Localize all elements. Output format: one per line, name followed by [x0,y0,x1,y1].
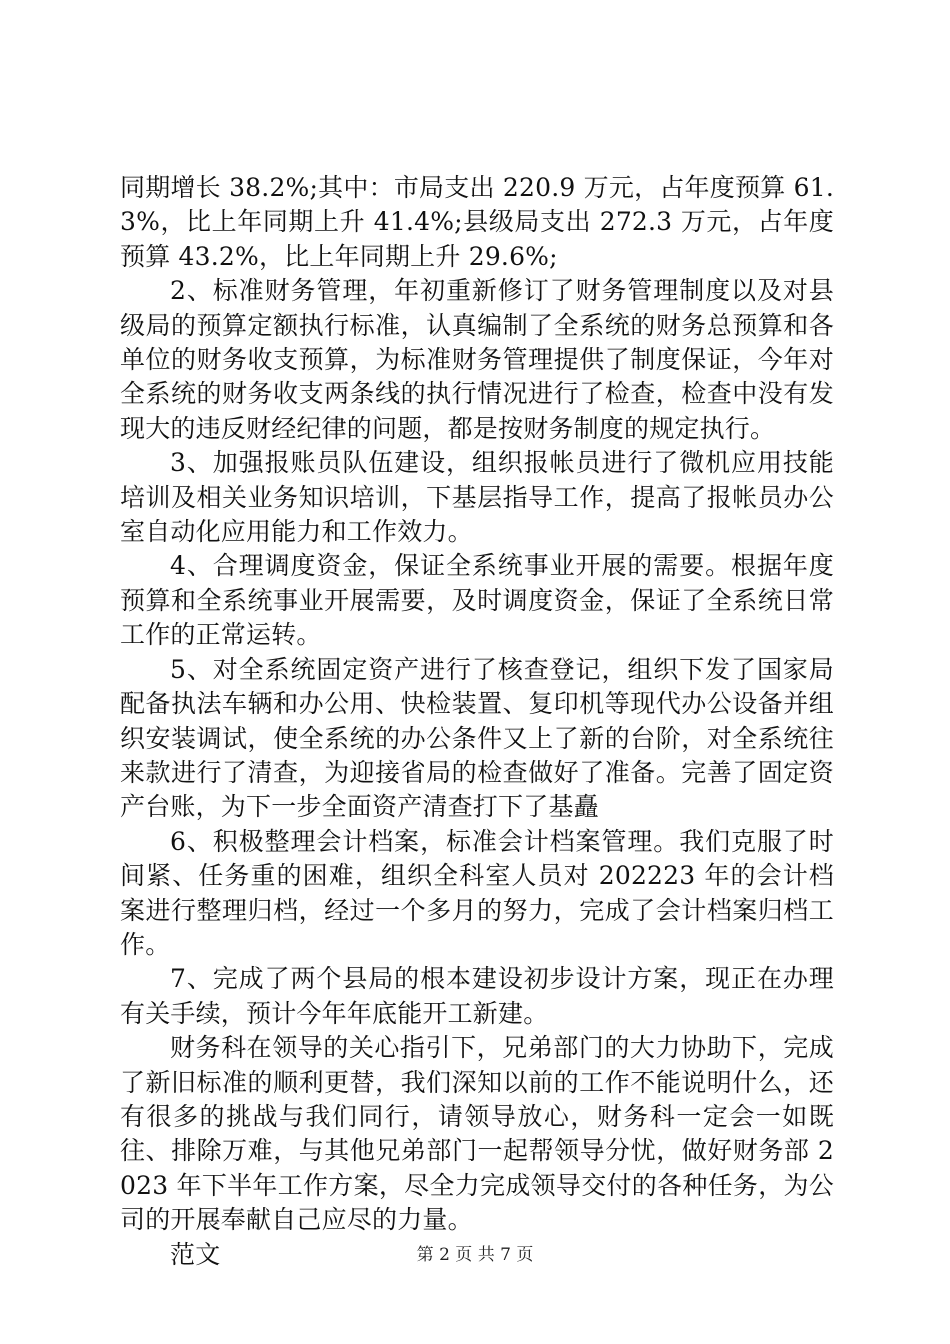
page-footer: 第 2 页 共 7 页 [416,1245,534,1265]
paragraph-fanwen: 范文 [170,1239,221,1269]
paragraph-closing: 财务科在领导的关心指引下，兄弟部门的大力协助下，完成了新旧标准的顺利更替，我们深知以前的工作不能说明什么，还有很多的挑战与我们同行，请领导放心，财务科一定会一如既往、排除万难，与其他兄弟部门一起帮领导分忧，做好财务部 2023 年下半年工作方案，尽全力完成领导交付的各种任务，为公司的开展奉献自己应尽的力量。 [120,1033,834,1235]
paragraph-item-3: 3、加强报账员队伍建设，组织报帐员进行了微机应用技能培训及相关业务知识培训，下基层指导工作，提高了报帐员办公室自动化应用能力和工作效力。 [120,448,834,547]
paragraph-item-6: 6、积极整理会计档案，标准会计档案管理。我们克服了时间紧、任务重的困难，组织全科室人员对 202223 年的会计档案进行整理归档，经过一个多月的努力，完成了会计档案归档工作。 [120,826,834,959]
paragraph-continuation: 同期增长 38.2%;其中：市局支出 220.9 万元，占年度预算 61.3%，比上年同期上升 41.4%;县级局支出 272.3 万元，占年度预算 43.2%，比上年同期上升 29.6%; [120,173,834,271]
paragraph-item-7: 7、完成了两个县局的根本建设初步设计方案，现正在办理有关手续，预计今年年底能开工新建。 [120,964,834,1028]
paragraph-item-4: 4、合理调度资金，保证全系统事业开展的需要。根据年度预算和全系统事业开展需要，及时调度资金，保证了全系统日常工作的正常运转。 [120,551,834,650]
paragraph-item-2: 2、标准财务管理，年初重新修订了财务管理制度以及对县级局的预算定额执行标准，认真编制了全系统的财务总预算和各单位的财务收支预算，为标准财务管理提供了制度保证，今年对全系统的财务收支两条线的执行情况进行了检查，检查中没有发现大的违反财经纪律的问题，都是按财务制度的规定执行。 [120,276,834,443]
document-body [120,171,834,1272]
paragraph-item-5: 5、对全系统固定资产进行了核查登记，组织下发了国家局配备执法车辆和办公用、快检装置、复印机等现代办公设备并组织安装调试，使全系统的办公条件又上了新的台阶，对全系统往来款进行了清查，为迎接省局的检查做好了准备。完善了固定资产台账，为下一步全面资产清查打下了基矗 [120,654,834,822]
